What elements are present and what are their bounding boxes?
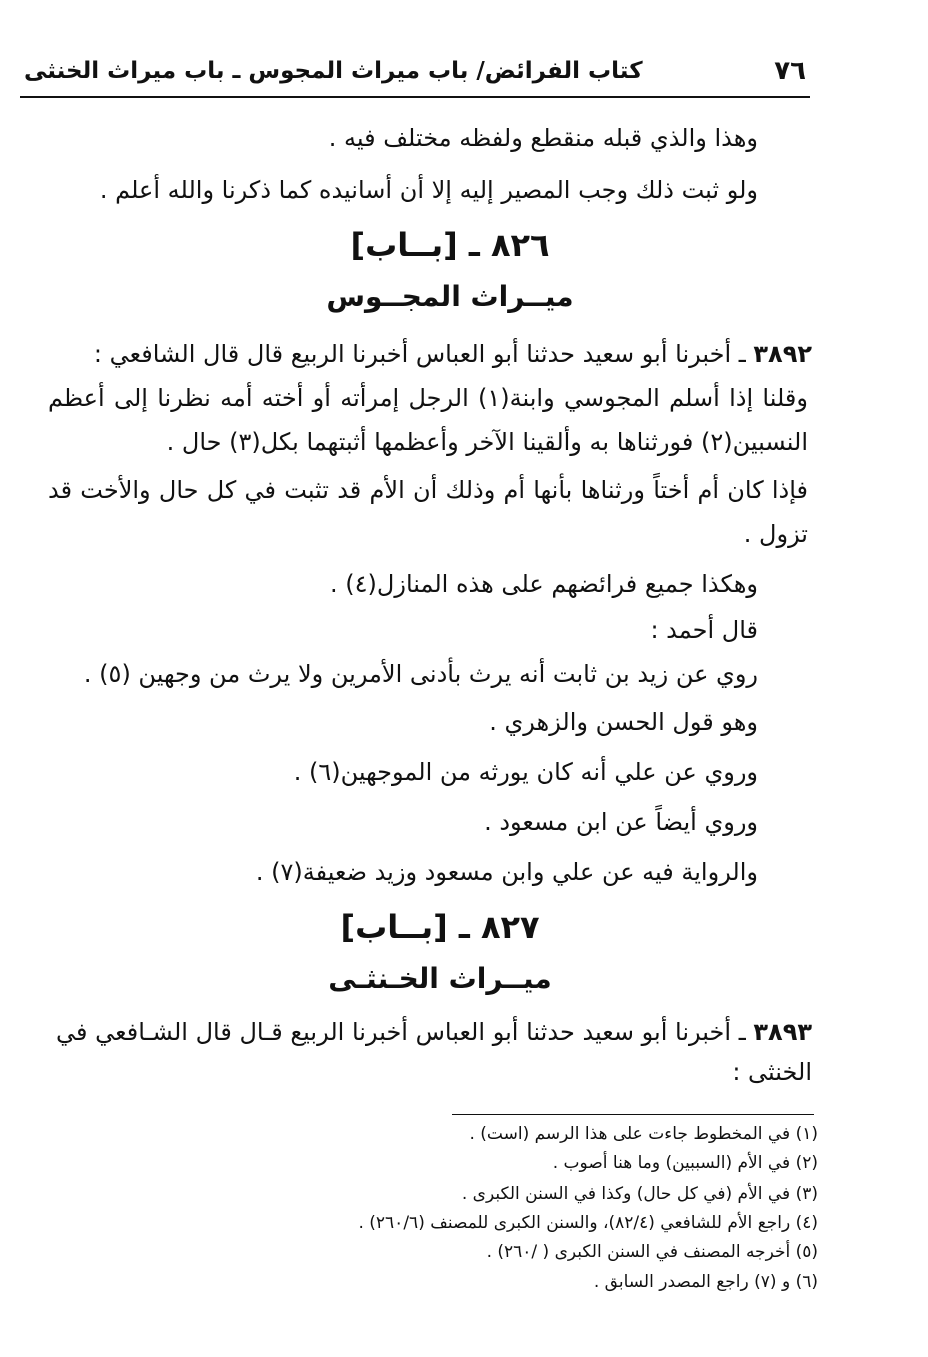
chapter-number: ٨٢٦ ـ [بــاب] (350, 226, 550, 264)
hadith-text: ـ أخبرنا أبو سعيد حدثنا أبو العباس أخبرنا الربيع قـال قال الشـافعي في (56, 1018, 754, 1046)
footnote: (٣) في الأم (في كل حال) وكذا في السنن الكبرى . (461, 1184, 818, 1204)
paragraph-line: الخنثى : (732, 1058, 812, 1086)
page-number: ٧٦ (774, 56, 806, 86)
paragraph-line: وهذا والذي قبله منقطع ولفظه مختلف فيه . (328, 124, 758, 152)
paragraph-line: قال أحمد : (650, 616, 758, 644)
hadith-line (56, 1018, 812, 1046)
footnote: (١) في المخطوط جاءت على هذا الرسم (است) . (469, 1124, 818, 1144)
paragraph-line: وقلنا إذا أسلم المجوسي وابنة(١) الرجل إمرأته أو أخته أمه نظرنا إلى أعظم (48, 384, 808, 412)
running-head: كتاب الفرائض/ باب ميراث المجوس ـ باب ميراث الخنثى (24, 58, 643, 84)
paragraph-line: تزول . (743, 520, 808, 548)
paragraph-line: وهكذا جميع فرائضهم على هذه المنازل(٤) . (330, 570, 758, 598)
paragraph-line: روي عن زيد بن ثابت أنه يرث بأدنى الأمرين ولا يرث من وجهين (٥) . (83, 660, 758, 688)
chapter-number: ٨٢٧ ـ [بــاب] (340, 908, 540, 946)
paragraph-line: ولو ثبت ذلك وجب المصير إليه إلا أن أسانيده كما ذكرنا والله أعلم . (99, 176, 758, 204)
footnote: (٢) في الأم (السببين) وما هنا أصوب . (552, 1153, 818, 1173)
footnote: (٥) أخرجه المصنف في السنن الكبرى ( /٢٦٠) . (486, 1242, 818, 1262)
hadith-line (94, 340, 812, 368)
paragraph-line: وروي أيضاً عن ابن مسعود . (484, 808, 758, 836)
chapter-title: ميــراث الخـنثـى (328, 962, 552, 995)
paragraph-line: والرواية فيه عن علي وابن مسعود وزيد ضعيفة(٧) . (255, 858, 758, 886)
paragraph-line: وهو قول الحسن والزهري . (489, 708, 758, 736)
footnote: (٤) راجع الأم للشافعي (٨٢/٤)، والسنن الكبرى للمصنف (٢٦٠/٦) . (358, 1213, 818, 1233)
footnote-separator (452, 1114, 814, 1115)
hadith-number: ٣٨٩٣ (753, 1018, 812, 1046)
paragraph-line: وروي عن علي أنه كان يورثه من الموجهين(٦) . (293, 758, 758, 786)
hadith-number: ٣٨٩٢ (753, 340, 812, 368)
paragraph-line: فإذا كان أم أختاً ورثناها بأنها أم وذلك أن الأم قد تثبت في كل حال والأخت قد (48, 476, 808, 504)
hadith-text: ـ أخبرنا أبو سعيد حدثنا أبو العباس أخبرنا الربيع قال قال الشافعي : (93, 340, 754, 368)
page-header (20, 48, 810, 98)
paragraph-line: النسبين(٢) فورثناها به وألقينا الآخر وأعظمها أثبتهما بكل(٣) حال . (166, 428, 808, 456)
footnote: (٦) و (٧) راجع المصدر السابق . (593, 1272, 818, 1292)
chapter-title: ميــراث المجــوس (326, 280, 574, 313)
